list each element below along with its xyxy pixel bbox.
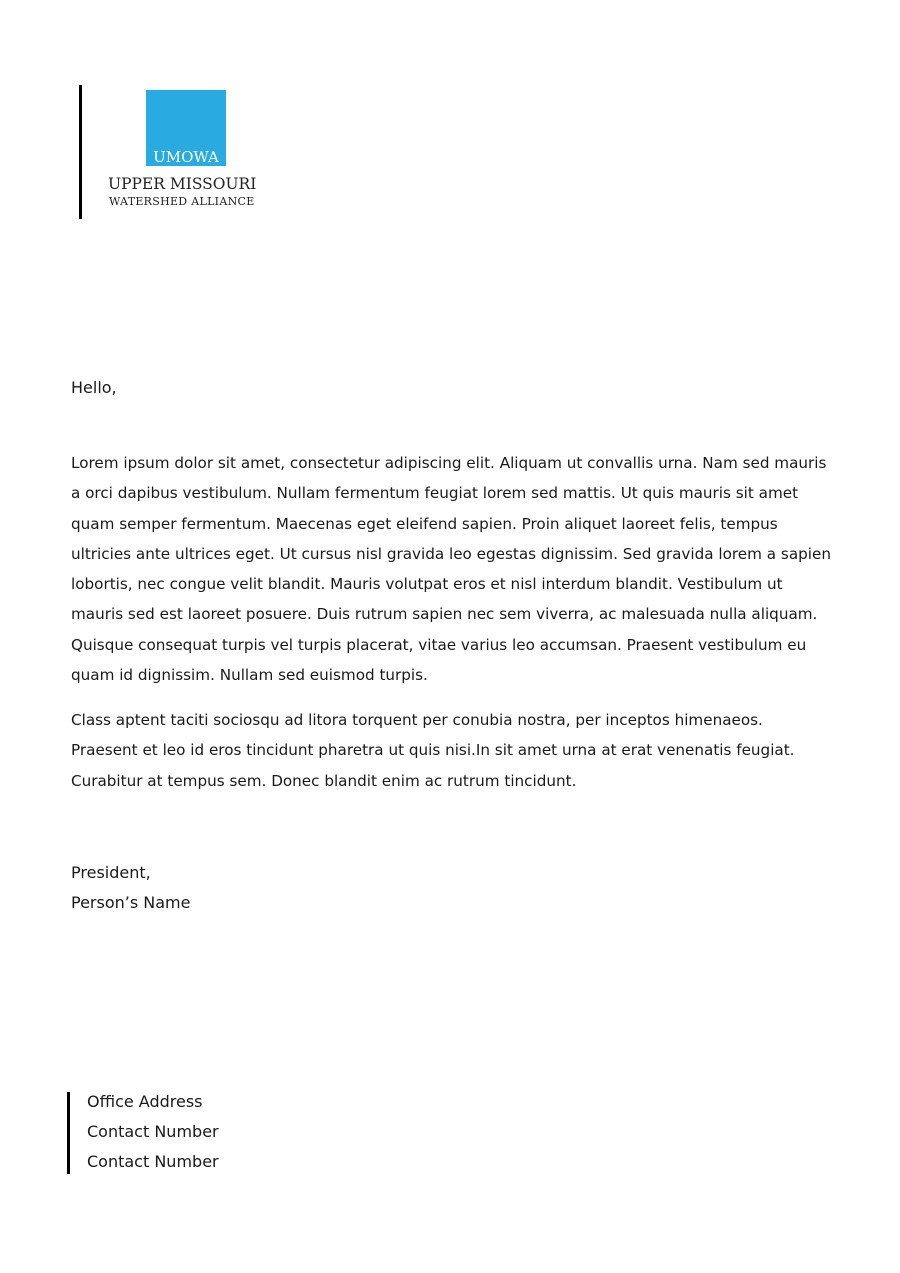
- header-accent-bar: [79, 85, 82, 219]
- logo-abbreviation: UMOWA: [153, 148, 219, 166]
- letter-greeting: Hello,: [71, 378, 117, 397]
- signoff-title: President,: [71, 863, 151, 882]
- letter-paragraph-1: Lorem ipsum dolor sit amet, consectetur adipiscing elit. Aliquam ut convallis urna. Nam sed mauris a orci dapibus vestibulum. Nullam fermentum feugiat lorem sed mattis. Ut quis mauris sit amet quam semper fermentum. Maecenas eget eleifend sapien. Proin aliquet laoreet felis, tempus ultricies ante ultrices eget. Ut cursus nisl gravida leo egestas dignissim. Sed gravida lorem a sapien lobortis, nec congue velit blandit. Mauris volutpat eros et nisl interdum blandit. Vestibulum ut mauris sed est laoreet posuere. Duis rutrum sapien nec sem viverra, ac malesuada nulla aliquam. Quisque consequat turpis vel turpis placerat, vitae varius leo accumsan. Praesent vestibulum eu quam id dignissim. Nullam sed euismod turpis.: [71, 454, 831, 685]
- footer-office-address: Office Address: [87, 1092, 203, 1111]
- signoff-name: Person’s Name: [71, 893, 191, 912]
- footer-accent-bar: [67, 1092, 70, 1174]
- footer-contact-block: [87, 1087, 219, 1177]
- logo-organization-subtitle: WATERSHED ALLIANCE: [109, 195, 255, 208]
- footer-contact-number-2: Contact Number: [87, 1152, 219, 1171]
- letter-paragraph-2: Class aptent taciti sociosqu ad litora torquent per conubia nostra, per inceptos himenaeos. Praesent et leo id eros tincidunt pharetra ut quis nisi.In sit amet urna at erat venenatis feugiat. Curabitur at tempus sem. Donec blandit enim ac rutrum tincidunt.: [71, 711, 795, 790]
- footer-contact-number-1: Contact Number: [87, 1122, 219, 1141]
- letter-signoff: [71, 858, 190, 918]
- logo-organization-name: UPPER MISSOURI: [108, 175, 257, 193]
